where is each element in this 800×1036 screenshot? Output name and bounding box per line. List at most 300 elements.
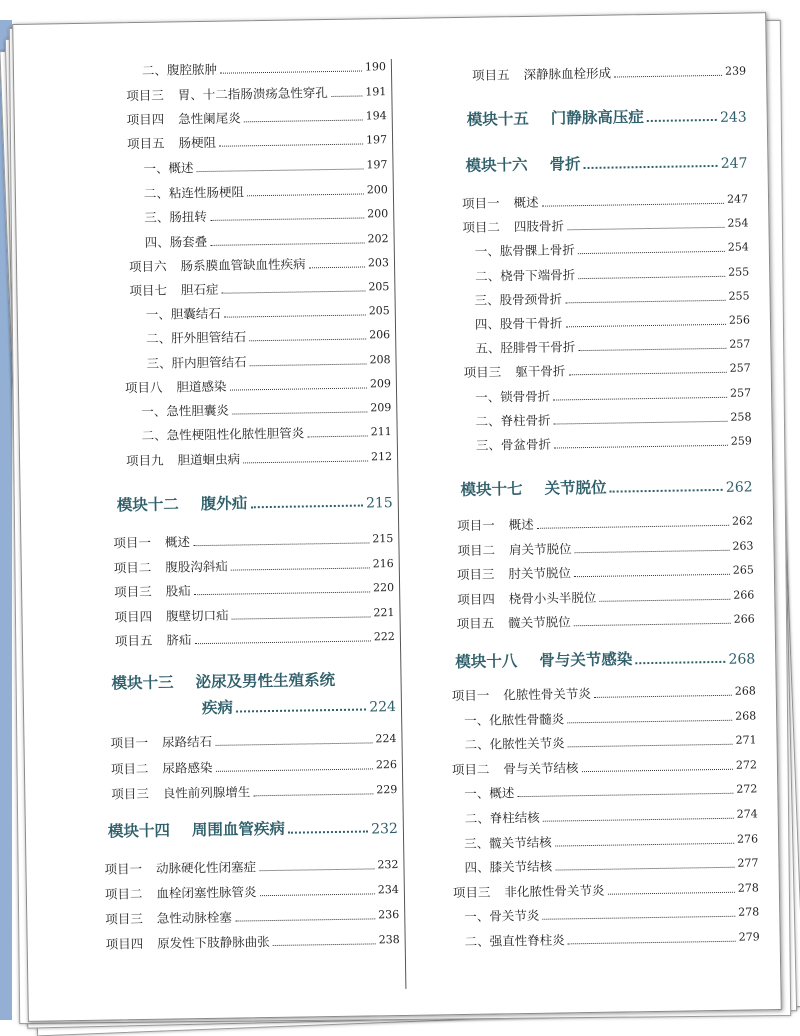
entry-label bbox=[464, 736, 564, 754]
module-label: 模块十二 bbox=[116, 495, 179, 515]
leader-dots bbox=[194, 591, 370, 595]
page-number: 221 bbox=[373, 605, 395, 619]
entry-label bbox=[464, 859, 552, 876]
entry-title: 一、急性胆囊炎 bbox=[141, 402, 229, 420]
entry-label bbox=[453, 883, 605, 901]
leader-dots bbox=[542, 203, 724, 207]
entry-title: 原发性下肢静脉曲张 bbox=[157, 934, 270, 951]
entry-title: 胆道感染 bbox=[176, 378, 227, 395]
module-label: 模块十五 bbox=[466, 109, 529, 129]
page-number: 274 bbox=[736, 807, 758, 821]
page-number: 215 bbox=[372, 532, 394, 546]
page-number: 278 bbox=[737, 881, 759, 895]
entry-label bbox=[464, 834, 552, 851]
module-title: 骨折 bbox=[549, 155, 581, 174]
page-number: 212 bbox=[370, 450, 393, 464]
leader-dots bbox=[253, 793, 373, 796]
entry-label bbox=[126, 85, 328, 104]
toc-entry bbox=[144, 206, 388, 226]
entry-label bbox=[465, 932, 565, 950]
page-number: 236 bbox=[378, 908, 400, 922]
entry-label bbox=[464, 908, 539, 925]
page-number: 232 bbox=[377, 858, 399, 872]
entry-title: 良性前列腺增生 bbox=[162, 784, 251, 801]
entry-title: 二、脊柱骨折 bbox=[475, 412, 551, 429]
entry-title: 概述 bbox=[164, 534, 191, 550]
section-number: 项目三 bbox=[463, 364, 502, 381]
entry-title: 急性阑尾炎 bbox=[178, 110, 241, 127]
leader-dots bbox=[309, 266, 365, 268]
toc-entry bbox=[142, 424, 392, 444]
section-number: 项目一 bbox=[104, 861, 143, 877]
entry-label bbox=[127, 110, 241, 128]
toc-entry bbox=[142, 59, 386, 79]
toc-entry bbox=[127, 108, 387, 128]
leader-dots bbox=[599, 598, 730, 601]
page-number: 232 bbox=[371, 821, 399, 838]
page-number: 205 bbox=[368, 280, 390, 294]
section-number: 项目二 bbox=[457, 541, 496, 558]
entry-title: 髋关节脱位 bbox=[508, 614, 571, 631]
toc-entry bbox=[146, 327, 390, 347]
page-number: 255 bbox=[728, 289, 750, 303]
page-number: 278 bbox=[738, 905, 760, 920]
leader-dots bbox=[259, 893, 374, 896]
page-number: 191 bbox=[365, 85, 387, 99]
toc-entry bbox=[472, 63, 746, 83]
entry-title: 四、肠套叠 bbox=[144, 233, 208, 250]
entry-title: 肠梗阻 bbox=[178, 134, 217, 151]
leader-dots bbox=[224, 314, 366, 317]
entry-label bbox=[142, 62, 217, 79]
entry-title: 二、粘连性肠梗阻 bbox=[143, 184, 245, 201]
entry-title: 三、骨盆骨折 bbox=[475, 436, 552, 453]
entry-title: 二、腹腔脓肿 bbox=[141, 61, 218, 78]
leader-dots bbox=[568, 372, 726, 375]
entry-label bbox=[114, 607, 228, 625]
entry-title: 二、桡骨下端骨折 bbox=[475, 266, 576, 284]
module-label: 模块十四 bbox=[107, 821, 171, 841]
page-number: 276 bbox=[736, 831, 759, 846]
module-title: 关节脱位 bbox=[544, 478, 607, 498]
left-column bbox=[13, 19, 400, 952]
page-number: 206 bbox=[369, 328, 391, 342]
entry-label bbox=[113, 534, 190, 551]
toc-entry bbox=[475, 240, 749, 260]
toc-entry bbox=[475, 337, 750, 357]
page-number: 255 bbox=[728, 265, 750, 279]
page-number: 263 bbox=[732, 538, 754, 553]
module-label: 模块十三 bbox=[111, 673, 174, 693]
section-number: 项目三 bbox=[126, 87, 164, 104]
entry-label bbox=[475, 388, 550, 405]
entry-label bbox=[475, 412, 550, 429]
entry-label bbox=[114, 558, 228, 576]
toc-entry bbox=[464, 733, 756, 754]
section-number: 项目四 bbox=[114, 608, 153, 624]
toc-entry bbox=[129, 255, 389, 275]
leader-dots bbox=[288, 830, 368, 833]
entry-title: 二、化脓性关节炎 bbox=[464, 735, 565, 753]
toc-entry bbox=[475, 409, 751, 429]
entry-title: 急性动脉栓塞 bbox=[156, 909, 232, 926]
entry-title: 二、急性梗阻性化脓性胆管炎 bbox=[141, 425, 305, 443]
page-number: 239 bbox=[724, 64, 747, 78]
leader-dots bbox=[244, 119, 363, 122]
entry-title: 肩关节脱位 bbox=[508, 540, 572, 557]
toc-entry bbox=[465, 929, 760, 950]
module-heading bbox=[467, 103, 747, 129]
section-number: 项目八 bbox=[124, 379, 163, 396]
leader-dots bbox=[594, 695, 732, 698]
module-label: 模块十七 bbox=[460, 480, 523, 499]
leader-dots bbox=[250, 505, 363, 509]
toc-entry bbox=[475, 385, 751, 405]
entry-label bbox=[462, 219, 564, 237]
entry-label bbox=[457, 565, 571, 583]
section-number: 项目三 bbox=[111, 785, 149, 802]
entry-title: 胃、十二指肠溃疡急性穿孔 bbox=[177, 85, 328, 103]
page-number: 194 bbox=[365, 109, 387, 123]
entry-label bbox=[475, 267, 575, 285]
section-number: 项目一 bbox=[461, 195, 500, 211]
leader-dots bbox=[219, 143, 363, 146]
page-number: 247 bbox=[720, 155, 748, 172]
entry-label bbox=[475, 315, 563, 332]
entry-title: 脐疝 bbox=[166, 632, 192, 648]
page-number: 200 bbox=[367, 207, 389, 221]
page-number: 268 bbox=[728, 651, 756, 668]
entry-label bbox=[452, 686, 591, 704]
toc-entry bbox=[105, 907, 399, 928]
entry-title: 四肢骨折 bbox=[513, 218, 565, 235]
section-number: 项目三 bbox=[452, 884, 491, 900]
leader-dots bbox=[554, 421, 728, 425]
entry-title: 一、概述 bbox=[464, 785, 515, 802]
page-number: 209 bbox=[370, 401, 392, 415]
entry-label bbox=[457, 517, 534, 534]
entry-title: 腹壁切口疝 bbox=[165, 607, 229, 624]
page-number: 229 bbox=[376, 783, 398, 797]
entry-label bbox=[114, 583, 191, 600]
page-number: 262 bbox=[732, 514, 754, 528]
entry-label bbox=[464, 786, 514, 803]
page-number: 222 bbox=[373, 630, 395, 644]
entry-label bbox=[129, 282, 218, 299]
entry-label bbox=[465, 810, 540, 827]
toc-entry bbox=[464, 905, 759, 926]
entry-title: 三、股骨颈骨折 bbox=[474, 291, 563, 308]
toc-entry bbox=[105, 882, 399, 903]
page-number: 224 bbox=[369, 699, 397, 716]
page-number: 190 bbox=[364, 60, 387, 74]
toc-entry bbox=[114, 605, 394, 625]
entry-label bbox=[474, 291, 562, 308]
page-number: 259 bbox=[730, 434, 752, 448]
page-number: 220 bbox=[373, 581, 395, 595]
module-heading bbox=[117, 489, 393, 515]
page-number: 197 bbox=[365, 133, 388, 147]
page-number: 279 bbox=[738, 930, 760, 944]
entry-title: 四、股骨干骨折 bbox=[474, 315, 563, 332]
entry-title: 一、化脓性骨髓炎 bbox=[464, 710, 565, 728]
entry-title: 化脓性骨关节炎 bbox=[503, 685, 591, 703]
page-number: 224 bbox=[375, 732, 397, 746]
page-number: 257 bbox=[729, 337, 751, 351]
page-number: 202 bbox=[367, 232, 389, 246]
leader-dots bbox=[250, 363, 367, 366]
leader-dots bbox=[584, 165, 718, 169]
entry-label bbox=[462, 195, 539, 212]
toc-entry bbox=[129, 279, 389, 299]
section-number: 项目四 bbox=[105, 936, 144, 952]
leader-dots bbox=[197, 168, 364, 172]
toc-entry bbox=[457, 513, 753, 534]
toc-entry bbox=[464, 708, 756, 729]
entry-title: 一、骨关节炎 bbox=[464, 908, 540, 925]
section-number: 项目二 bbox=[113, 559, 152, 575]
page-number: 268 bbox=[734, 684, 756, 698]
toc-entry bbox=[113, 531, 393, 551]
section-number: 项目二 bbox=[451, 761, 490, 777]
leader-dots bbox=[215, 768, 372, 771]
leader-dots bbox=[220, 70, 362, 73]
entry-title: 深静脉血栓形成 bbox=[523, 65, 612, 82]
page-number: 203 bbox=[367, 256, 390, 270]
leader-dots bbox=[517, 793, 733, 797]
toc-entry bbox=[106, 932, 400, 953]
entry-label bbox=[127, 135, 216, 152]
entry-label bbox=[141, 403, 229, 420]
leader-dots bbox=[331, 95, 362, 96]
entry-label bbox=[464, 364, 566, 382]
entry-title: 三、肝内胆管结石 bbox=[146, 354, 247, 371]
leader-dots bbox=[230, 387, 367, 390]
toc-entry bbox=[144, 182, 388, 202]
section-number: 项目五 bbox=[126, 135, 165, 152]
toc-entry bbox=[475, 264, 749, 284]
page-number: 268 bbox=[735, 708, 757, 723]
toc-entry bbox=[110, 731, 396, 751]
leader-dots bbox=[578, 275, 725, 278]
module-title: 泌尿及男性生殖系统 bbox=[195, 670, 336, 692]
leader-dots bbox=[259, 868, 374, 871]
module-heading-cont bbox=[202, 693, 396, 718]
module-title: 疾病 bbox=[201, 698, 234, 718]
page-number: 271 bbox=[735, 733, 757, 747]
entry-label bbox=[457, 614, 571, 632]
page-number: 272 bbox=[736, 782, 758, 797]
toc-entry bbox=[146, 352, 390, 372]
entry-label bbox=[105, 884, 257, 902]
toc-entry bbox=[111, 757, 397, 777]
entry-title: 概述 bbox=[513, 194, 539, 211]
column-divider bbox=[391, 59, 407, 989]
entry-title: 肘关节脱位 bbox=[508, 565, 572, 582]
page-number: 205 bbox=[368, 304, 390, 318]
toc-entry bbox=[457, 562, 754, 583]
right-column bbox=[393, 13, 763, 949]
page-number: 247 bbox=[726, 192, 749, 206]
module-heading bbox=[108, 815, 398, 842]
section-number: 项目一 bbox=[451, 687, 490, 704]
leader-dots bbox=[614, 75, 722, 78]
entry-title: 胆石症 bbox=[180, 281, 219, 298]
entry-label bbox=[452, 760, 579, 778]
entry-label bbox=[142, 425, 305, 444]
toc-entry bbox=[127, 132, 387, 152]
page-number: 211 bbox=[370, 425, 392, 439]
leader-dots bbox=[578, 251, 725, 254]
toc-entry bbox=[464, 856, 758, 877]
entry-title: 一、肱骨髁上骨折 bbox=[474, 242, 575, 260]
entry-label bbox=[104, 859, 256, 877]
section-number: 项目四 bbox=[126, 111, 165, 128]
entry-label bbox=[146, 329, 246, 347]
module-title: 骨与关节感染 bbox=[539, 650, 633, 670]
module-title: 门静脉高压症 bbox=[550, 108, 644, 128]
entry-title: 躯干骨折 bbox=[515, 363, 566, 380]
toc-entry bbox=[462, 191, 748, 211]
leader-dots bbox=[565, 300, 725, 304]
section-number: 项目六 bbox=[128, 258, 167, 275]
page-number: 243 bbox=[719, 109, 747, 126]
section-number: 项目一 bbox=[113, 534, 152, 551]
section-number: 项目二 bbox=[462, 219, 501, 236]
entry-label bbox=[146, 306, 221, 323]
leader-dots bbox=[215, 742, 372, 745]
section-number: 项目五 bbox=[114, 632, 153, 649]
page-number: 277 bbox=[737, 856, 759, 870]
section-number: 项目二 bbox=[110, 760, 149, 777]
leader-dots bbox=[236, 709, 366, 713]
page-number: 272 bbox=[735, 758, 758, 772]
leader-dots bbox=[194, 640, 370, 644]
page-number: 257 bbox=[729, 386, 752, 400]
section-number: 项目九 bbox=[125, 452, 164, 469]
entry-label bbox=[475, 243, 575, 261]
page-number: 238 bbox=[378, 933, 400, 947]
module-title: 腹外疝 bbox=[200, 494, 248, 514]
page-number: 215 bbox=[365, 495, 393, 512]
leader-dots bbox=[232, 616, 371, 619]
entry-label bbox=[145, 234, 208, 251]
leader-dots bbox=[568, 941, 736, 945]
toc-entry bbox=[143, 157, 387, 177]
entry-title: 二、脊柱结核 bbox=[464, 809, 540, 826]
toc-entry bbox=[104, 857, 398, 878]
module-label: 模块十八 bbox=[455, 652, 518, 672]
entry-label bbox=[144, 184, 244, 202]
toc-entry bbox=[141, 400, 391, 420]
entry-title: 五、胫腓骨干骨折 bbox=[475, 339, 576, 356]
section-number: 项目三 bbox=[114, 583, 152, 600]
toc-entry bbox=[126, 449, 392, 469]
leader-dots bbox=[574, 574, 730, 577]
leader-dots bbox=[574, 623, 731, 626]
module-heading bbox=[111, 668, 335, 694]
leader-dots bbox=[610, 489, 723, 493]
entry-label bbox=[106, 934, 270, 953]
leader-dots bbox=[607, 892, 734, 895]
page-number: 254 bbox=[727, 216, 749, 230]
leader-dots bbox=[555, 842, 734, 846]
leader-dots bbox=[210, 217, 364, 220]
page-number: 265 bbox=[732, 563, 754, 577]
toc-entry bbox=[457, 611, 755, 632]
leader-dots bbox=[578, 348, 726, 351]
module-heading bbox=[465, 149, 747, 175]
page-number: 254 bbox=[727, 240, 749, 255]
leader-dots bbox=[307, 435, 367, 437]
entry-title: 骨与关节结核 bbox=[503, 759, 579, 777]
page-number: 256 bbox=[728, 313, 751, 327]
page-number: 258 bbox=[730, 410, 752, 424]
entry-title: 动脉硬化性闭塞症 bbox=[155, 859, 257, 876]
module-heading bbox=[455, 645, 755, 672]
toc-entry bbox=[114, 556, 394, 576]
toc-entry bbox=[475, 312, 750, 332]
page-number: 226 bbox=[375, 757, 397, 771]
leader-dots bbox=[210, 242, 364, 245]
toc-entry bbox=[125, 376, 391, 396]
entry-title: 胆道蛔虫病 bbox=[177, 451, 241, 468]
leader-dots bbox=[537, 525, 729, 529]
entry-title: 一、锁骨骨折 bbox=[475, 388, 551, 405]
entry-label bbox=[111, 784, 250, 802]
page-number: 266 bbox=[733, 587, 755, 602]
section-number: 项目三 bbox=[105, 911, 143, 927]
entry-label bbox=[144, 209, 207, 226]
page-number: 266 bbox=[733, 612, 755, 626]
entry-title: 一、概述 bbox=[143, 160, 194, 176]
entry-title: 尿路感染 bbox=[162, 759, 213, 776]
entry-label bbox=[110, 734, 212, 752]
entry-label bbox=[115, 632, 192, 649]
entry-title: 四、膝关节结核 bbox=[464, 858, 553, 876]
page-number: 200 bbox=[366, 183, 388, 197]
leader-dots bbox=[193, 542, 369, 546]
toc-entry bbox=[126, 84, 386, 104]
toc-entry bbox=[464, 361, 751, 382]
leader-dots bbox=[567, 719, 732, 723]
entry-label bbox=[475, 339, 575, 357]
module-title: 周围血管疾病 bbox=[191, 819, 286, 840]
section-number: 项目五 bbox=[471, 67, 510, 83]
leader-dots bbox=[582, 769, 733, 772]
leader-dots bbox=[273, 943, 376, 946]
toc-entry bbox=[145, 231, 389, 251]
leader-dots bbox=[575, 549, 730, 552]
entry-title: 二、强直性脊柱炎 bbox=[464, 932, 565, 949]
section-number: 项目二 bbox=[104, 886, 143, 902]
page-number: 208 bbox=[369, 353, 391, 367]
toc-entry bbox=[464, 831, 758, 852]
section-number: 项目一 bbox=[110, 734, 149, 751]
entry-title: 桡骨小头半脱位 bbox=[508, 589, 597, 606]
toc-entry bbox=[474, 288, 749, 308]
toc-entry bbox=[111, 782, 397, 802]
page-number: 197 bbox=[366, 158, 388, 172]
leader-dots bbox=[567, 227, 724, 230]
leader-dots bbox=[568, 744, 733, 748]
entry-title: 尿路结石 bbox=[161, 733, 213, 750]
entry-label bbox=[143, 160, 193, 177]
entry-label bbox=[129, 256, 306, 275]
entry-label bbox=[457, 541, 571, 559]
entry-label bbox=[457, 589, 596, 607]
leader-dots bbox=[232, 411, 367, 414]
